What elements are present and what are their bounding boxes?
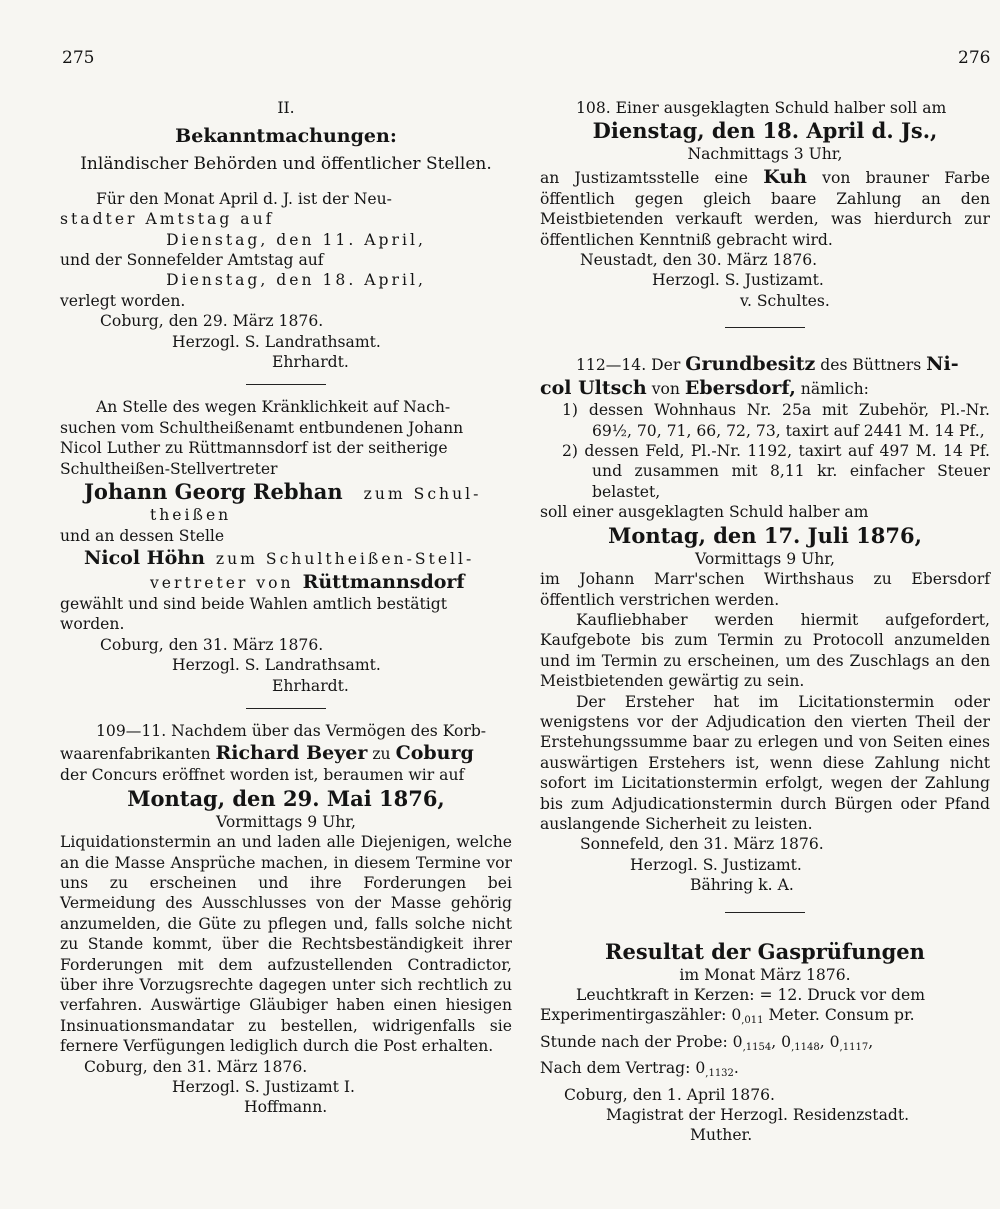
gas-line: , 0 bbox=[771, 1032, 792, 1051]
signer: Ehrhardt. bbox=[272, 676, 349, 695]
section-number: II. bbox=[277, 99, 295, 117]
notice-line: und der Sonnefelder Amtstag auf bbox=[60, 251, 324, 270]
notice-line: Schultheißen-Stellvertreter bbox=[60, 459, 278, 478]
signer: v. Schultes. bbox=[740, 291, 830, 310]
owner-name: Ni- bbox=[926, 353, 959, 376]
notice-amtstag bbox=[60, 189, 512, 373]
notice-line: waarenfabrikanten bbox=[60, 745, 211, 764]
notice-line: suchen vom Schultheißenamt entbundenen Johann bbox=[60, 418, 464, 437]
notice-line: des Büttners bbox=[820, 356, 922, 375]
divider bbox=[246, 384, 326, 385]
hearing-date: Montag, den 29. Mai 1876, bbox=[127, 785, 445, 811]
property-item: 1) dessen Wohnhaus Nr. 25a mit Zubehör, Pl.-Nr. 69½, 70, 71, 66, 72, 73, taxirt auf 2441 M. 14 Pf., bbox=[562, 401, 990, 440]
gas-title: Resultat der Gasprüfungen bbox=[605, 938, 925, 964]
gas-subtitle: im Monat März 1876. bbox=[679, 965, 851, 984]
gas-line: Stunde nach der Probe: 0 bbox=[540, 1032, 743, 1051]
notice-line: Für den Monat April d. J. ist der Neu- bbox=[96, 189, 392, 208]
signer: Hoffmann. bbox=[244, 1098, 328, 1117]
place-date: Neustadt, den 30. März 1876. bbox=[580, 251, 818, 270]
signer: Ehrhardt. bbox=[272, 353, 349, 372]
office: Herzogl. S. Justizamt. bbox=[630, 855, 802, 874]
page-number-right: 276 bbox=[958, 48, 991, 68]
auction-time: Vormittags 9 Uhr, bbox=[695, 549, 835, 568]
notice-line: An Stelle des wegen Kränklichkeit auf Nach- bbox=[96, 398, 451, 417]
place-date: Sonnefeld, den 31. März 1876. bbox=[580, 835, 824, 854]
notice-grundbesitz bbox=[540, 352, 990, 895]
gas-subscript: ,1148 bbox=[791, 1041, 820, 1053]
notice-line: von bbox=[651, 380, 680, 399]
place-name: Rüttmannsdorf bbox=[302, 570, 465, 593]
gas-subscript: ,011 bbox=[741, 1015, 764, 1027]
notice-line: gewählt und sind beide Wahlen amtlich bestätigt bbox=[60, 594, 448, 613]
right-column bbox=[540, 98, 990, 1146]
place-date: Coburg, den 31. März 1876. bbox=[84, 1057, 308, 1076]
signer: Bähring k. A. bbox=[690, 876, 794, 895]
notice-line: zum Schul- bbox=[363, 485, 482, 504]
property-item: 2) dessen Feld, Pl.-Nr. 1192, taxirt auf 497 M. 14 Pf. und zusammen mit 8,11 kr. einfacher Steuer belastet, bbox=[562, 442, 990, 501]
signer: Muther. bbox=[690, 1126, 753, 1145]
notice-line: 108. Einer ausgeklagten Schuld halber soll am bbox=[576, 99, 947, 117]
notice-line: Nicol Luther zu Rüttmannsdorf ist der seitherige bbox=[60, 439, 448, 458]
notice-line: an Justizamtsstelle eine bbox=[540, 168, 749, 187]
notice-line: Dienstag, den 18. April, bbox=[166, 271, 426, 290]
place-name: Ebersdorf, bbox=[684, 377, 796, 400]
office: Herzogl. S. Landrathsamt. bbox=[172, 656, 381, 675]
notice-body: im Johann Marr'schen Wirthshaus zu Ebersdorf öffentlich verstrichen werden. bbox=[540, 570, 990, 609]
appointee-name: Nicol Höhn bbox=[84, 546, 205, 569]
notice-line: nämlich: bbox=[800, 380, 869, 399]
hearing-time: Vormittags 9 Uhr, bbox=[216, 812, 356, 831]
gas-line: Experimentirgaszähler: 0 bbox=[540, 1006, 742, 1025]
place-name: Coburg bbox=[395, 742, 474, 765]
notice-line: Dienstag, den 11. April, bbox=[166, 230, 426, 249]
notice-body: Der Ersteher hat im Licitationstermin oder wenigstens vor der Adjudication den vierten Theil der Erstehungssumme baar zu erlegen und von Seiten eines auswärtigen Erstehers ist, wenn diese Zahlung nicht sofort im Licitationstermin erfolgt, wegen der Zahlung bis zum Adjudicationstermin durch Bürgen oder Pfand auslangende Sicherheit zu leisten. bbox=[540, 692, 990, 833]
place-date: Coburg, den 29. März 1876. bbox=[100, 312, 324, 331]
gas-subscript: ,1154 bbox=[742, 1041, 772, 1053]
notice-body: Liquidationstermin an und laden alle Diejenigen, welche an die Masse Ansprüche machen, in diesem Termine vor uns zu erscheinen und ihre Forderungen bei Vermeidung des Ausschlusses von der Masse gehörig anzumelden, die Güte zu pflegen und, falls solche nicht zu Stande kommt, über die Rechtsbeständigkeit ihrer Forderungen mit dem aufzustellenden Contradictor, über ihre Vorzugsrechte dagegen unter sich rechtlich zu verfahren. Auswärtige Gläubiger haben einen hiesigen Insinuationsmandatar zu bestellen, widrigenfalls sie fernere Verfügungen lediglich durch die Post erhalten. bbox=[60, 833, 512, 1056]
gas-line: Nach dem Vertrag: 0 bbox=[540, 1059, 706, 1078]
gas-line: . bbox=[733, 1059, 739, 1078]
auction-time: Nachmittags 3 Uhr, bbox=[687, 145, 843, 164]
notice-gas bbox=[540, 939, 990, 1146]
notice-line: von brauner Farbe öffentlich gegen gleich baare Zahlung an den Meistbietenden verkauft werden, was hierdurch zur öffentlichen Kenntniß gebracht wird. bbox=[540, 168, 990, 249]
place-date: Coburg, den 1. April 1876. bbox=[564, 1085, 776, 1104]
place-date: Coburg, den 31. März 1876. bbox=[100, 635, 324, 654]
gas-line: Leuchtkraft in Kerzen: = 12. Druck vor dem bbox=[576, 986, 925, 1004]
office: Herzogl. S. Landrathsamt. bbox=[172, 332, 381, 351]
divider bbox=[725, 327, 805, 328]
gas-line: , 0 bbox=[819, 1032, 840, 1051]
page-number-left: 275 bbox=[62, 48, 95, 68]
notice-line: verlegt worden. bbox=[60, 291, 186, 310]
notice-line: zu bbox=[372, 745, 391, 764]
gas-subscript: ,1132 bbox=[705, 1068, 734, 1080]
office: Magistrat der Herzogl. Residenzstadt. bbox=[606, 1106, 910, 1125]
divider bbox=[246, 708, 326, 709]
notice-line: worden. bbox=[60, 615, 125, 634]
divider bbox=[725, 912, 805, 913]
auction-date: Montag, den 17. Juli 1876, bbox=[608, 522, 922, 548]
notice-line: und an dessen Stelle bbox=[60, 526, 225, 545]
notice-line: 112—14. Der bbox=[576, 356, 681, 375]
section-subheading: Inländischer Behörden und öffentlicher Stellen. bbox=[80, 154, 492, 175]
notice-schultheiss bbox=[60, 397, 512, 695]
gas-line: Meter. Consum pr. bbox=[768, 1006, 915, 1025]
notice-line: soll einer ausgeklagten Schuld halber am bbox=[540, 503, 869, 522]
debtor-name: Richard Beyer bbox=[215, 742, 368, 765]
notice-line: stadter Amtstag auf bbox=[60, 210, 275, 229]
owner-name: col Ultsch bbox=[540, 377, 647, 400]
appointee-name: Johann Georg Rebhan bbox=[84, 479, 343, 505]
notice-line: vertreter von bbox=[150, 573, 294, 592]
notice-line: der Concurs eröffnet worden ist, beraumen wir auf bbox=[60, 766, 465, 785]
auction-date: Dienstag, den 18. April d. Js., bbox=[592, 118, 938, 144]
left-column bbox=[60, 98, 512, 1118]
notice-line: theißen bbox=[150, 506, 232, 525]
section-heading: Bekanntmachungen: bbox=[175, 125, 397, 148]
office: Herzogl. S. Justizamt. bbox=[652, 271, 824, 290]
notice-line: zum Schultheißen-Stell- bbox=[215, 549, 475, 568]
gas-line: , bbox=[868, 1032, 874, 1051]
item-name: Kuh bbox=[763, 165, 807, 188]
gas-subscript: ,1117 bbox=[839, 1041, 869, 1053]
notice-body: Kaufliebhaber werden hiermit aufgefordert, Kaufgebote bis zum Termin zu Protocoll anzumelden und im Termin zu erscheinen, um des Zuschlags an den Meistbietenden gewärtig zu sein. bbox=[540, 610, 990, 691]
office: Herzogl. S. Justizamt I. bbox=[172, 1078, 355, 1097]
notice-line: 109—11. Nachdem über das Vermögen des Korb- bbox=[96, 721, 487, 740]
notice-concurs bbox=[60, 721, 512, 1118]
notice-kuh bbox=[540, 98, 990, 311]
property-label: Grundbesitz bbox=[685, 353, 816, 376]
